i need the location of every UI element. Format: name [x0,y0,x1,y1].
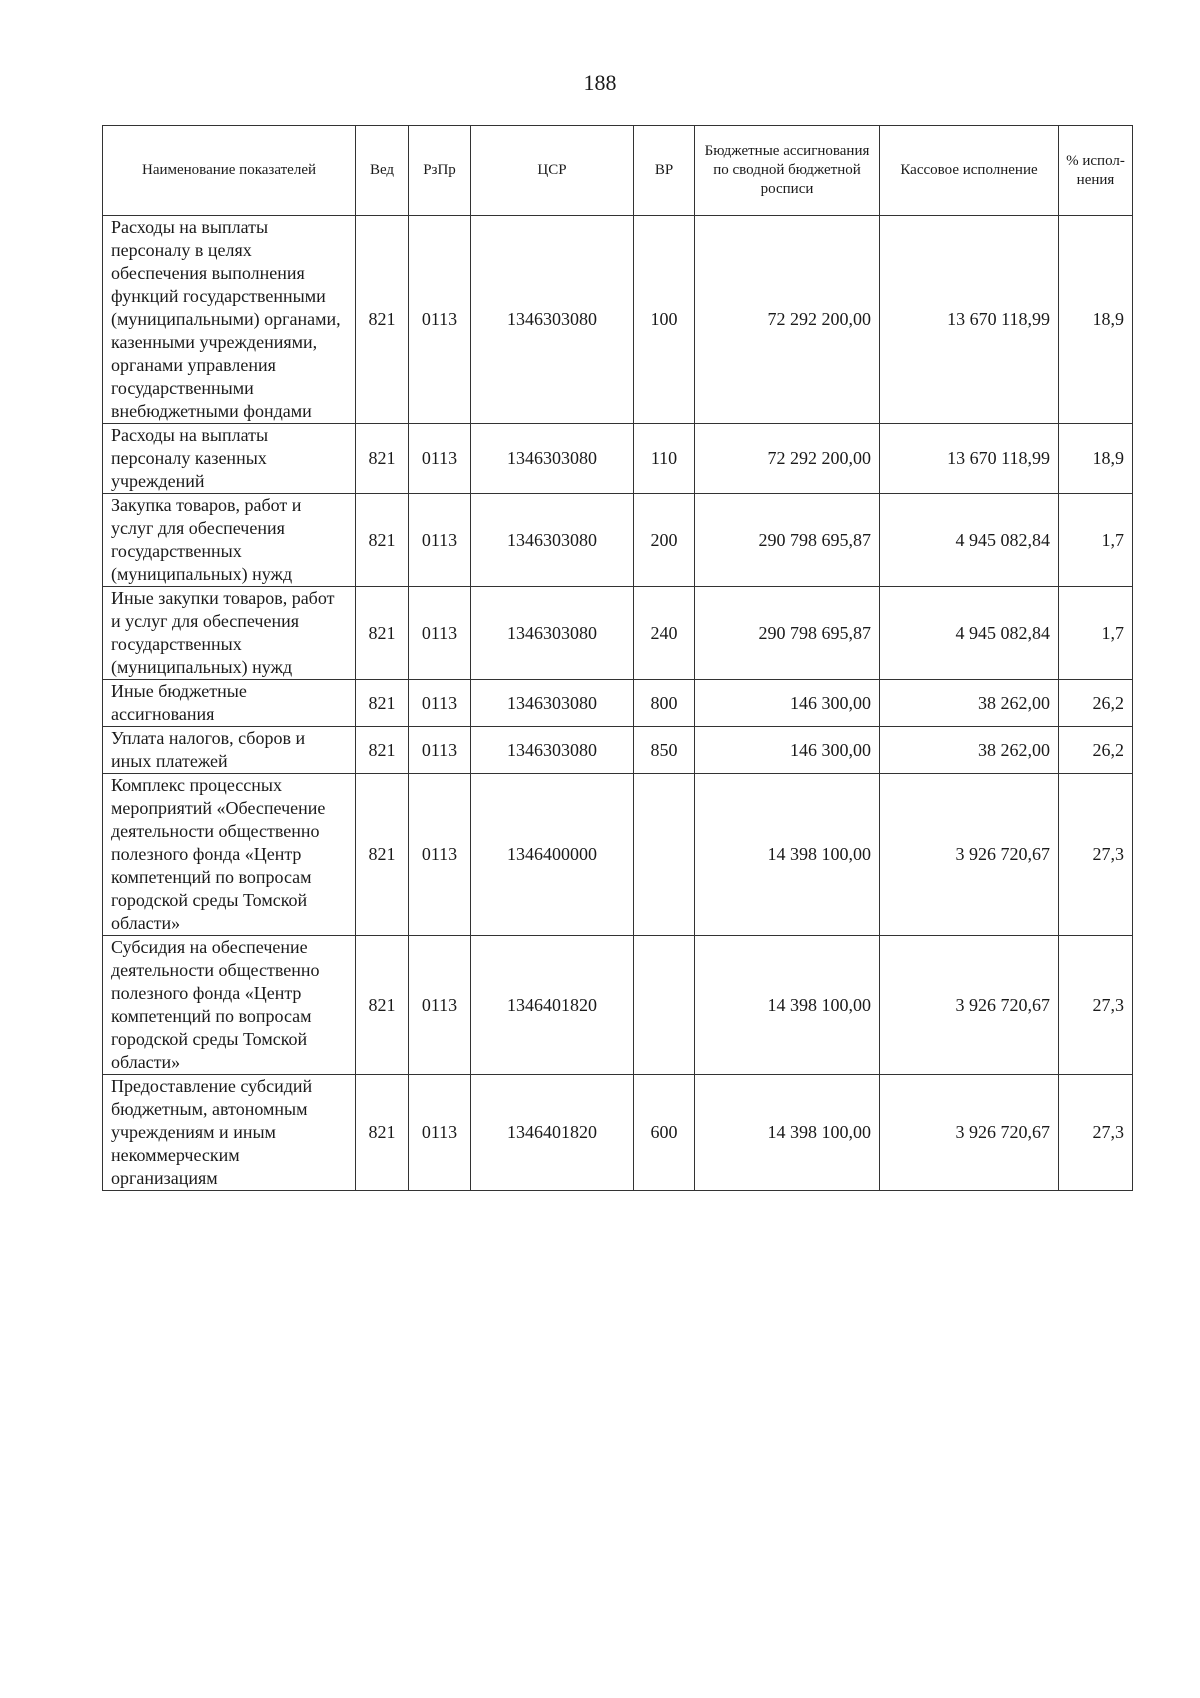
row-name: Уплата налогов, сборов и иных платежей [103,727,356,774]
row-name: Иные бюджетные ассигнования [103,680,356,727]
table-row [103,1075,1133,1191]
row-cash: 3 926 720,67 [880,774,1059,936]
row-vr: 110 [634,424,695,494]
row-cash: 4 945 082,84 [880,587,1059,680]
row-csr: 1346401820 [471,1075,634,1191]
table-row [103,680,1133,727]
row-ved: 821 [356,727,409,774]
row-ved: 821 [356,1075,409,1191]
header-cash: Кассовое исполнение [880,126,1059,216]
row-rzpr: 0113 [409,774,471,936]
row-percent: 27,3 [1059,936,1133,1075]
row-vr [634,774,695,936]
header-csr: ЦСР [471,126,634,216]
table-header-row [103,126,1133,216]
row-rzpr: 0113 [409,727,471,774]
row-ved: 821 [356,774,409,936]
row-ved: 821 [356,424,409,494]
row-rzpr: 0113 [409,424,471,494]
table-row [103,727,1133,774]
header-rzpr: РзПр [409,126,471,216]
row-csr: 1346400000 [471,774,634,936]
header-ved: Вед [356,126,409,216]
row-rzpr: 0113 [409,587,471,680]
budget-execution-table [102,125,1133,1191]
row-rzpr: 0113 [409,494,471,587]
row-percent: 27,3 [1059,1075,1133,1191]
row-vr: 200 [634,494,695,587]
row-vr: 600 [634,1075,695,1191]
row-cash: 3 926 720,67 [880,936,1059,1075]
table-row [103,936,1133,1075]
row-name: Закупка товаров, работ и услуг для обеспечения государственных (муниципальных) нужд [103,494,356,587]
row-name: Расходы на выплаты персоналу казенных учреждений [103,424,356,494]
table-row [103,216,1133,424]
row-ved: 821 [356,936,409,1075]
row-budget: 14 398 100,00 [695,1075,880,1191]
row-vr [634,936,695,1075]
row-csr: 1346303080 [471,494,634,587]
header-percent: % испол-нения [1059,126,1133,216]
row-vr: 800 [634,680,695,727]
row-percent: 26,2 [1059,680,1133,727]
row-budget: 72 292 200,00 [695,424,880,494]
row-budget: 290 798 695,87 [695,494,880,587]
row-name: Комплекс процессных мероприятий «Обеспечение деятельности общественно полезного фонда «Центр компетенций по вопросам городской среды Томской области» [103,774,356,936]
row-percent: 18,9 [1059,216,1133,424]
table-row [103,424,1133,494]
row-csr: 1346401820 [471,936,634,1075]
row-csr: 1346303080 [471,587,634,680]
page-number: 188 [583,70,617,95]
row-percent: 18,9 [1059,424,1133,494]
row-budget: 14 398 100,00 [695,936,880,1075]
row-rzpr: 0113 [409,680,471,727]
row-ved: 821 [356,680,409,727]
table-row [103,587,1133,680]
row-rzpr: 0113 [409,216,471,424]
row-percent: 1,7 [1059,494,1133,587]
row-cash: 13 670 118,99 [880,216,1059,424]
row-cash: 13 670 118,99 [880,424,1059,494]
row-rzpr: 0113 [409,1075,471,1191]
row-budget: 14 398 100,00 [695,774,880,936]
row-percent: 26,2 [1059,727,1133,774]
row-csr: 1346303080 [471,216,634,424]
row-vr: 240 [634,587,695,680]
row-vr: 100 [634,216,695,424]
row-percent: 27,3 [1059,774,1133,936]
row-vr: 850 [634,727,695,774]
row-budget: 72 292 200,00 [695,216,880,424]
row-csr: 1346303080 [471,424,634,494]
row-csr: 1346303080 [471,727,634,774]
row-cash: 38 262,00 [880,727,1059,774]
row-budget: 290 798 695,87 [695,587,880,680]
row-ved: 821 [356,216,409,424]
row-budget: 146 300,00 [695,680,880,727]
row-cash: 38 262,00 [880,680,1059,727]
row-cash: 3 926 720,67 [880,1075,1059,1191]
row-cash: 4 945 082,84 [880,494,1059,587]
row-percent: 1,7 [1059,587,1133,680]
table-row [103,774,1133,936]
row-ved: 821 [356,587,409,680]
row-name: Расходы на выплаты персоналу в целях обеспечения выполнения функций государственными (муниципальными) органами, казенными учреждениями, органами управления государственными внебюджетными фондами [103,216,356,424]
row-name: Предоставление субсидий бюджетным, автономным учреждениям и иным некоммерческим организациям [103,1075,356,1191]
row-name: Иные закупки товаров, работ и услуг для обеспечения государственных (муниципальных) нужд [103,587,356,680]
header-name: Наименование показателей [103,126,356,216]
row-csr: 1346303080 [471,680,634,727]
row-budget: 146 300,00 [695,727,880,774]
row-ved: 821 [356,494,409,587]
header-vr: ВР [634,126,695,216]
table-row [103,494,1133,587]
row-name: Субсидия на обеспечение деятельности общественно полезного фонда «Центр компетенций по вопросам городской среды Томской области» [103,936,356,1075]
header-budget: Бюджетные ассигнования по сводной бюджетной росписи [695,126,880,216]
row-rzpr: 0113 [409,936,471,1075]
